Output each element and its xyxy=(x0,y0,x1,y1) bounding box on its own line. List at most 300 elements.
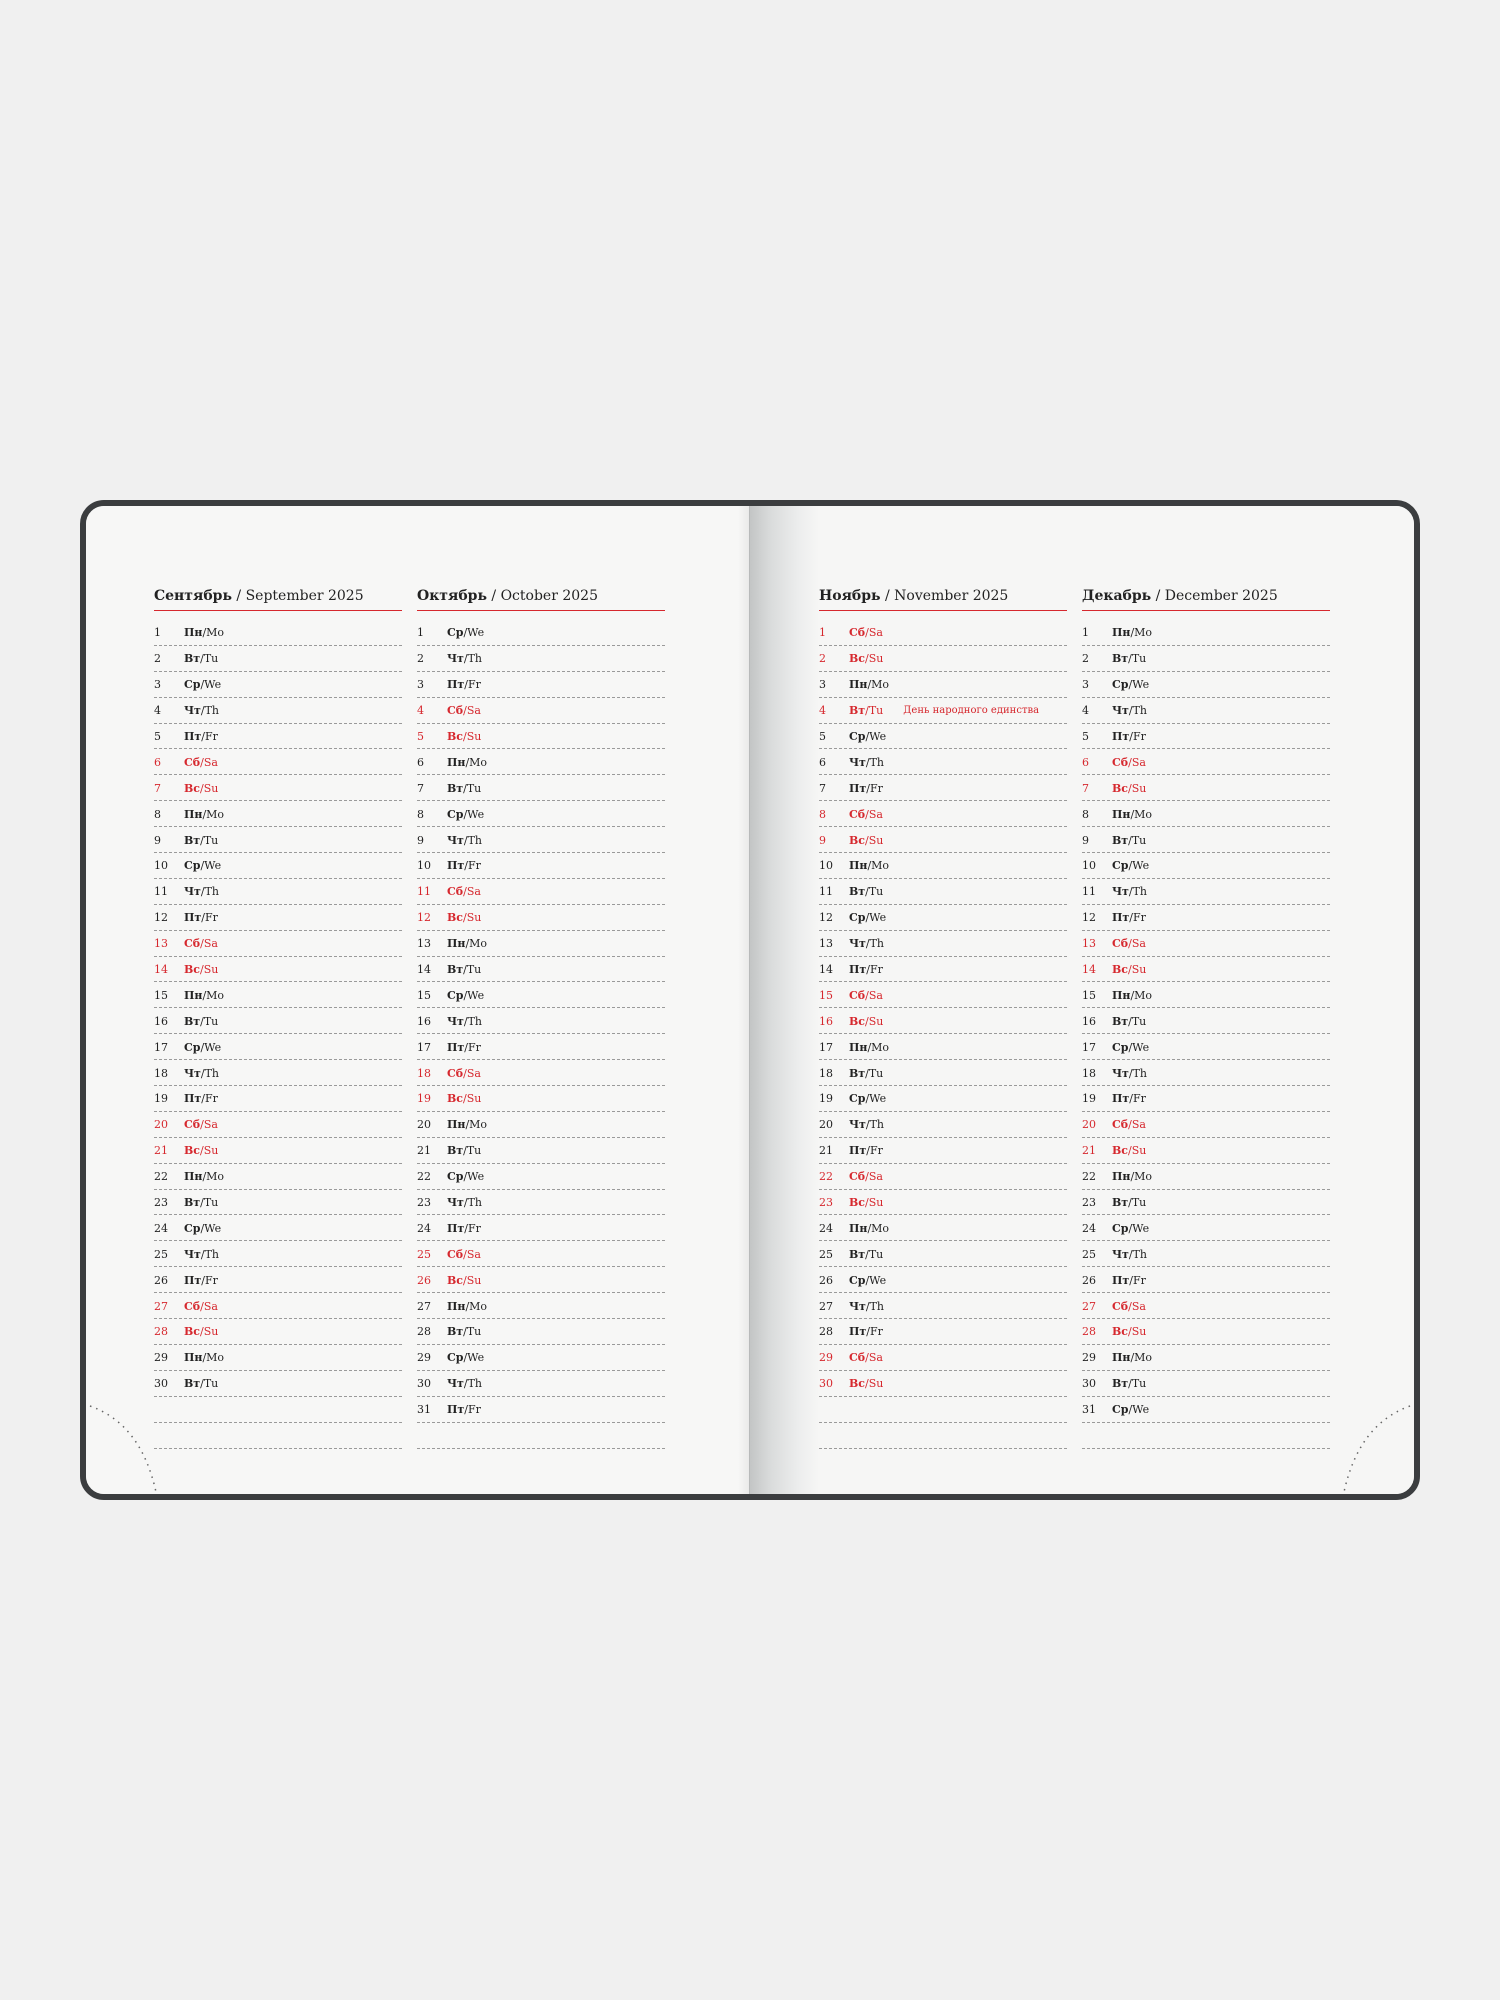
day-row xyxy=(1082,982,1330,1008)
weekday-ru: Пт xyxy=(1112,1273,1130,1287)
weekday-label: Вт/Tu xyxy=(1112,1196,1147,1210)
weekday-ru: Вс xyxy=(1112,963,1128,977)
weekday-en: Mo xyxy=(1134,807,1153,821)
weekday-ru: Вт xyxy=(849,1066,866,1080)
weekday-ru: Чт xyxy=(1112,1066,1129,1080)
weekday-en: Fr xyxy=(204,1273,218,1287)
weekday-ru: Вс xyxy=(447,1092,463,1106)
day-row xyxy=(1082,853,1330,879)
day-number: 11 xyxy=(417,885,431,899)
day-row xyxy=(154,879,402,905)
weekday-en: Fr xyxy=(1132,1273,1146,1287)
weekday-en: Tu xyxy=(466,781,482,795)
weekday-ru: Пт xyxy=(1112,730,1130,743)
weekday-label: Вт/Tu xyxy=(447,781,482,795)
weekday-label: Пн/Mo xyxy=(447,1118,488,1132)
weekday-label: Вт/Tu xyxy=(849,885,884,899)
day-number: 25 xyxy=(1082,1247,1096,1261)
weekday-ru: Сб xyxy=(184,937,201,951)
weekday-label: Сб/Sa xyxy=(1112,937,1146,951)
weekday-ru: Вс xyxy=(447,911,463,925)
day-number: 15 xyxy=(154,988,168,1002)
day-row xyxy=(1082,827,1330,853)
day-row xyxy=(417,724,665,750)
weekday-ru: Сб xyxy=(1112,1118,1129,1132)
weekday-label: Сб/Sa xyxy=(184,755,218,769)
day-number: 20 xyxy=(819,1118,833,1132)
weekday-label: Сб/Sa xyxy=(1112,1118,1146,1132)
weekday-label: Вт/Tu xyxy=(447,963,482,977)
day-number: 17 xyxy=(819,1040,833,1054)
day-row xyxy=(1082,749,1330,775)
day-row xyxy=(154,905,402,931)
weekday-label: Пт/Fr xyxy=(849,1144,883,1158)
weekday-label: Чт/Th xyxy=(447,652,483,666)
weekday-en: We xyxy=(204,1040,222,1054)
day-number: 10 xyxy=(819,859,833,873)
day-row xyxy=(819,1060,1067,1086)
day-number: 25 xyxy=(819,1247,833,1261)
weekday-ru: Чт xyxy=(184,885,201,899)
day-row xyxy=(417,957,665,983)
day-row xyxy=(154,698,402,724)
weekday-en: Th xyxy=(204,1247,220,1261)
weekday-ru: Пн xyxy=(1112,988,1131,1002)
weekday-ru: Сб xyxy=(447,1066,464,1080)
month-header: Ноябрь / November 2025 xyxy=(819,586,1067,611)
weekday-en: We xyxy=(869,911,887,925)
day-row xyxy=(417,1112,665,1138)
day-number: 27 xyxy=(819,1299,833,1313)
day-row xyxy=(154,1371,402,1397)
day-row xyxy=(1082,879,1330,905)
day-row xyxy=(1082,957,1330,983)
day-number: 6 xyxy=(1082,755,1089,769)
day-row xyxy=(154,1112,402,1138)
day-number: 11 xyxy=(1082,885,1096,899)
weekday-en: Su xyxy=(203,781,219,795)
weekday-en: Su xyxy=(1131,1325,1147,1339)
weekday-en: We xyxy=(467,807,485,821)
day-number: 7 xyxy=(417,781,424,795)
weekday-ru: Ср xyxy=(447,1351,464,1365)
day-number: 21 xyxy=(819,1144,833,1158)
weekday-ru: Сб xyxy=(447,885,464,899)
weekday-ru: Пт xyxy=(447,1221,465,1235)
weekday-label: Пн/Mo xyxy=(849,1221,890,1235)
weekday-en: We xyxy=(1132,1040,1150,1054)
weekday-ru: Ср xyxy=(184,1040,201,1054)
weekday-ru: Пт xyxy=(849,1325,867,1339)
weekday-label: Вт/Tu xyxy=(184,1014,219,1028)
planner-spread xyxy=(80,500,1420,1500)
day-number: 29 xyxy=(417,1351,431,1365)
day-row xyxy=(819,1034,1067,1060)
weekday-ru: Пн xyxy=(447,1118,466,1132)
weekday-en: Tu xyxy=(1131,1377,1147,1391)
blank-ruled-line xyxy=(154,1397,402,1423)
weekday-ru: Вс xyxy=(849,1196,865,1210)
weekday-en: Sa xyxy=(466,885,481,899)
weekday-en: Su xyxy=(868,833,884,847)
weekday-en: We xyxy=(1132,1403,1150,1417)
day-number: 6 xyxy=(417,755,424,769)
day-row xyxy=(819,827,1067,853)
day-row xyxy=(819,646,1067,672)
weekday-ru: Чт xyxy=(184,1247,201,1261)
day-number: 12 xyxy=(1082,911,1096,925)
weekday-label: Пт/Fr xyxy=(849,781,883,795)
month-name-ru: Октябрь xyxy=(417,588,487,604)
weekday-label: Пн/Mo xyxy=(1112,807,1153,821)
day-row xyxy=(417,982,665,1008)
day-row xyxy=(1082,1241,1330,1267)
month-header: Сентябрь / September 2025 xyxy=(154,586,402,611)
weekday-en: Mo xyxy=(206,807,225,821)
weekday-label: Сб/Sa xyxy=(447,704,481,718)
weekday-label: Пт/Fr xyxy=(447,678,481,692)
day-row xyxy=(819,1086,1067,1112)
weekday-ru: Пн xyxy=(849,678,868,692)
weekday-label: Пт/Fr xyxy=(447,859,481,873)
weekday-en: Th xyxy=(1132,1247,1148,1261)
day-row xyxy=(417,1086,665,1112)
day-number: 25 xyxy=(154,1247,168,1261)
weekday-label: Вт/Tu xyxy=(1112,1014,1147,1028)
day-number: 30 xyxy=(1082,1377,1096,1391)
weekday-ru: Ср xyxy=(447,1170,464,1184)
day-row xyxy=(1082,1293,1330,1319)
day-row xyxy=(819,1190,1067,1216)
day-row xyxy=(154,1060,402,1086)
weekday-ru: Сб xyxy=(184,1299,201,1313)
day-number: 17 xyxy=(417,1040,431,1054)
day-row xyxy=(417,620,665,646)
weekday-label: Пт/Fr xyxy=(184,730,218,743)
day-number: 22 xyxy=(819,1170,833,1184)
day-row xyxy=(819,672,1067,698)
weekday-en: Mo xyxy=(1134,1170,1153,1184)
weekday-en: Th xyxy=(204,1066,220,1080)
weekday-ru: Вт xyxy=(1112,1377,1129,1391)
day-number: 29 xyxy=(154,1351,168,1365)
weekday-ru: Ср xyxy=(184,1221,201,1235)
month-name-en: December 2025 xyxy=(1164,588,1278,604)
weekday-label: Вс/Su xyxy=(1112,781,1147,795)
day-number: 31 xyxy=(1082,1403,1096,1417)
weekday-label: Пн/Mo xyxy=(1112,1170,1153,1184)
weekday-ru: Вт xyxy=(849,1247,866,1261)
day-row xyxy=(417,749,665,775)
weekday-ru: Чт xyxy=(849,1118,866,1132)
weekday-en: Sa xyxy=(1131,1118,1146,1132)
weekday-label: Сб/Sa xyxy=(849,1351,883,1365)
day-number: 10 xyxy=(154,859,168,873)
weekday-label: Сб/Sa xyxy=(184,1118,218,1132)
day-number: 2 xyxy=(1082,652,1089,666)
weekday-ru: Вт xyxy=(447,1325,464,1339)
weekday-ru: Чт xyxy=(447,652,464,666)
day-number: 1 xyxy=(1082,626,1089,640)
weekday-en: Th xyxy=(869,1118,885,1132)
day-row xyxy=(417,931,665,957)
day-row xyxy=(417,853,665,879)
weekday-label: Ср/We xyxy=(1112,859,1150,873)
day-number: 2 xyxy=(154,652,161,666)
day-row xyxy=(417,905,665,931)
day-number: 14 xyxy=(154,963,168,977)
day-number: 3 xyxy=(819,678,826,692)
day-number: 22 xyxy=(1082,1170,1096,1184)
weekday-ru: Пт xyxy=(1112,911,1130,925)
weekday-label: Чт/Th xyxy=(447,1377,483,1391)
weekday-en: Sa xyxy=(466,1066,481,1080)
weekday-label: Пт/Fr xyxy=(447,1221,481,1235)
day-number: 27 xyxy=(1082,1299,1096,1313)
day-number: 21 xyxy=(417,1144,431,1158)
weekday-en: Fr xyxy=(204,911,218,925)
day-number: 14 xyxy=(1082,963,1096,977)
day-number: 23 xyxy=(1082,1196,1096,1210)
weekday-ru: Ср xyxy=(849,911,866,925)
day-row xyxy=(417,1190,665,1216)
weekday-en: Mo xyxy=(1134,626,1153,640)
weekday-en: Sa xyxy=(868,807,883,821)
day-number: 4 xyxy=(154,704,161,718)
day-number: 9 xyxy=(819,833,826,847)
weekday-ru: Пн xyxy=(1112,807,1131,821)
weekday-en: Th xyxy=(467,833,483,847)
day-number: 27 xyxy=(154,1299,168,1313)
weekday-ru: Вт xyxy=(184,1377,201,1391)
day-row xyxy=(154,853,402,879)
day-row xyxy=(1082,724,1330,750)
weekday-label: Пн/Mo xyxy=(1112,1351,1153,1365)
weekday-en: Su xyxy=(466,1273,482,1287)
weekday-ru: Сб xyxy=(1112,1299,1129,1313)
weekday-ru: Пн xyxy=(184,988,203,1002)
weekday-ru: Пт xyxy=(849,963,867,977)
weekday-label: Пт/Fr xyxy=(447,1040,481,1054)
weekday-ru: Пт xyxy=(184,1092,202,1106)
weekday-ru: Ср xyxy=(849,730,866,743)
day-row xyxy=(417,1034,665,1060)
weekday-en: Fr xyxy=(1132,911,1146,925)
weekday-label: Чт/Th xyxy=(849,1299,885,1313)
weekday-en: Fr xyxy=(204,730,218,743)
month-september xyxy=(154,586,402,1449)
weekday-en: Fr xyxy=(467,1403,481,1417)
weekday-en: We xyxy=(467,1351,485,1365)
weekday-ru: Пн xyxy=(447,937,466,951)
day-number: 8 xyxy=(1082,807,1089,821)
weekday-en: Mo xyxy=(469,1299,488,1313)
weekday-label: Вт/Tu xyxy=(849,1247,884,1261)
weekday-label: Ср/We xyxy=(184,859,222,873)
weekday-ru: Вс xyxy=(184,781,200,795)
day-number: 18 xyxy=(154,1066,168,1080)
day-row xyxy=(417,1267,665,1293)
weekday-ru: Чт xyxy=(184,704,201,718)
day-row xyxy=(819,1112,1067,1138)
day-number: 7 xyxy=(1082,781,1089,795)
blank-ruled-line xyxy=(819,1397,1067,1423)
day-number: 3 xyxy=(154,678,161,692)
day-number: 12 xyxy=(154,911,168,925)
day-number: 11 xyxy=(819,885,833,899)
day-number: 16 xyxy=(154,1014,168,1028)
weekday-en: Th xyxy=(869,755,885,769)
weekday-label: Пн/Mo xyxy=(184,1351,225,1365)
weekday-label: Чт/Th xyxy=(1112,1247,1148,1261)
day-row xyxy=(1082,1190,1330,1216)
weekday-ru: Вт xyxy=(184,833,201,847)
weekday-ru: Вс xyxy=(1112,1325,1128,1339)
weekday-ru: Сб xyxy=(184,1118,201,1132)
day-row xyxy=(1082,1319,1330,1345)
weekday-en: Sa xyxy=(1131,1299,1146,1313)
day-row xyxy=(154,827,402,853)
weekday-en: Tu xyxy=(203,652,219,666)
weekday-en: Fr xyxy=(467,678,481,692)
day-row xyxy=(819,1164,1067,1190)
day-number: 18 xyxy=(819,1066,833,1080)
weekday-en: Mo xyxy=(469,1118,488,1132)
weekday-label: Чт/Th xyxy=(184,885,220,899)
day-number: 7 xyxy=(154,781,161,795)
weekday-label: Пт/Fr xyxy=(447,1403,481,1417)
day-list xyxy=(417,620,665,1449)
weekday-en: Sa xyxy=(203,755,218,769)
weekday-ru: Пт xyxy=(184,1273,202,1287)
weekday-en: Tu xyxy=(1131,1196,1147,1210)
day-number: 4 xyxy=(1082,704,1089,718)
weekday-ru: Пн xyxy=(1112,626,1131,640)
weekday-label: Сб/Sa xyxy=(849,626,883,640)
weekday-ru: Чт xyxy=(447,1014,464,1028)
weekday-ru: Вт xyxy=(184,652,201,666)
weekday-en: Th xyxy=(869,1299,885,1313)
day-number: 8 xyxy=(417,807,424,821)
weekday-en: We xyxy=(869,730,887,743)
day-number: 24 xyxy=(819,1221,833,1235)
weekday-en: We xyxy=(1132,859,1150,873)
weekday-label: Вт/Tu xyxy=(184,833,219,847)
weekday-en: We xyxy=(204,678,222,692)
day-number: 20 xyxy=(1082,1118,1096,1132)
day-row xyxy=(1082,698,1330,724)
day-number: 22 xyxy=(417,1170,431,1184)
weekday-label: Пн/Mo xyxy=(447,937,488,951)
day-row xyxy=(417,1345,665,1371)
day-row xyxy=(417,775,665,801)
day-row xyxy=(819,775,1067,801)
weekday-ru: Ср xyxy=(1112,1040,1129,1054)
weekday-label: Вс/Su xyxy=(184,963,219,977)
weekday-label: Пт/Fr xyxy=(184,1273,218,1287)
day-number: 18 xyxy=(1082,1066,1096,1080)
day-row xyxy=(154,646,402,672)
month-name-ru: Ноябрь xyxy=(819,588,881,604)
day-number: 9 xyxy=(417,833,424,847)
day-row xyxy=(154,775,402,801)
day-row xyxy=(417,827,665,853)
weekday-label: Чт/Th xyxy=(184,704,220,718)
day-number: 16 xyxy=(819,1014,833,1028)
weekday-label: Вс/Su xyxy=(849,652,884,666)
day-row xyxy=(1082,1345,1330,1371)
day-number: 19 xyxy=(819,1092,833,1106)
day-row xyxy=(154,1319,402,1345)
weekday-ru: Вс xyxy=(849,1014,865,1028)
weekday-en: Tu xyxy=(466,1325,482,1339)
weekday-ru: Вс xyxy=(184,1144,200,1158)
day-number: 1 xyxy=(154,626,161,640)
weekday-ru: Чт xyxy=(447,833,464,847)
day-row xyxy=(417,1241,665,1267)
weekday-en: Sa xyxy=(868,988,883,1002)
weekday-label: Вс/Su xyxy=(447,730,482,743)
weekday-ru: Вс xyxy=(849,833,865,847)
weekday-label: Чт/Th xyxy=(1112,704,1148,718)
day-row xyxy=(154,982,402,1008)
day-number: 28 xyxy=(1082,1325,1096,1339)
weekday-label: Пн/Mo xyxy=(849,1040,890,1054)
weekday-label: Ср/We xyxy=(1112,1403,1150,1417)
weekday-en: Mo xyxy=(206,988,225,1002)
weekday-label: Чт/Th xyxy=(184,1066,220,1080)
weekday-ru: Вт xyxy=(447,781,464,795)
weekday-ru: Пт xyxy=(447,1403,465,1417)
weekday-en: Mo xyxy=(1134,988,1153,1002)
day-row xyxy=(417,646,665,672)
weekday-en: We xyxy=(204,859,222,873)
weekday-ru: Пт xyxy=(849,1144,867,1158)
weekday-label: Вт/Tu xyxy=(184,1196,219,1210)
weekday-label: Чт/Th xyxy=(447,833,483,847)
day-row xyxy=(1082,1034,1330,1060)
day-number: 5 xyxy=(819,730,826,743)
day-row xyxy=(1082,775,1330,801)
month-header: Октябрь / October 2025 xyxy=(417,586,665,611)
day-row xyxy=(154,620,402,646)
day-row xyxy=(819,1371,1067,1397)
day-number: 6 xyxy=(819,755,826,769)
day-row xyxy=(819,1293,1067,1319)
weekday-en: Tu xyxy=(868,1247,884,1261)
weekday-label: Вт/Tu xyxy=(184,652,219,666)
month-name-ru: Декабрь xyxy=(1082,588,1152,604)
day-row xyxy=(819,620,1067,646)
weekday-en: Su xyxy=(203,1144,219,1158)
weekday-label: Вс/Su xyxy=(1112,1325,1147,1339)
day-number: 30 xyxy=(154,1377,168,1391)
day-number: 10 xyxy=(1082,859,1096,873)
weekday-label: Сб/Sa xyxy=(184,937,218,951)
day-row xyxy=(154,957,402,983)
weekday-label: Ср/We xyxy=(1112,1040,1150,1054)
weekday-label: Ср/We xyxy=(849,911,887,925)
weekday-label: Вт/Tu xyxy=(1112,652,1147,666)
day-row xyxy=(819,1345,1067,1371)
day-number: 16 xyxy=(1082,1014,1096,1028)
weekday-label: Пт/Fr xyxy=(1112,1092,1146,1106)
day-row xyxy=(417,1319,665,1345)
day-number: 26 xyxy=(819,1273,833,1287)
day-row xyxy=(154,1215,402,1241)
weekday-en: Mo xyxy=(206,1351,225,1365)
weekday-en: Fr xyxy=(1132,1092,1146,1106)
